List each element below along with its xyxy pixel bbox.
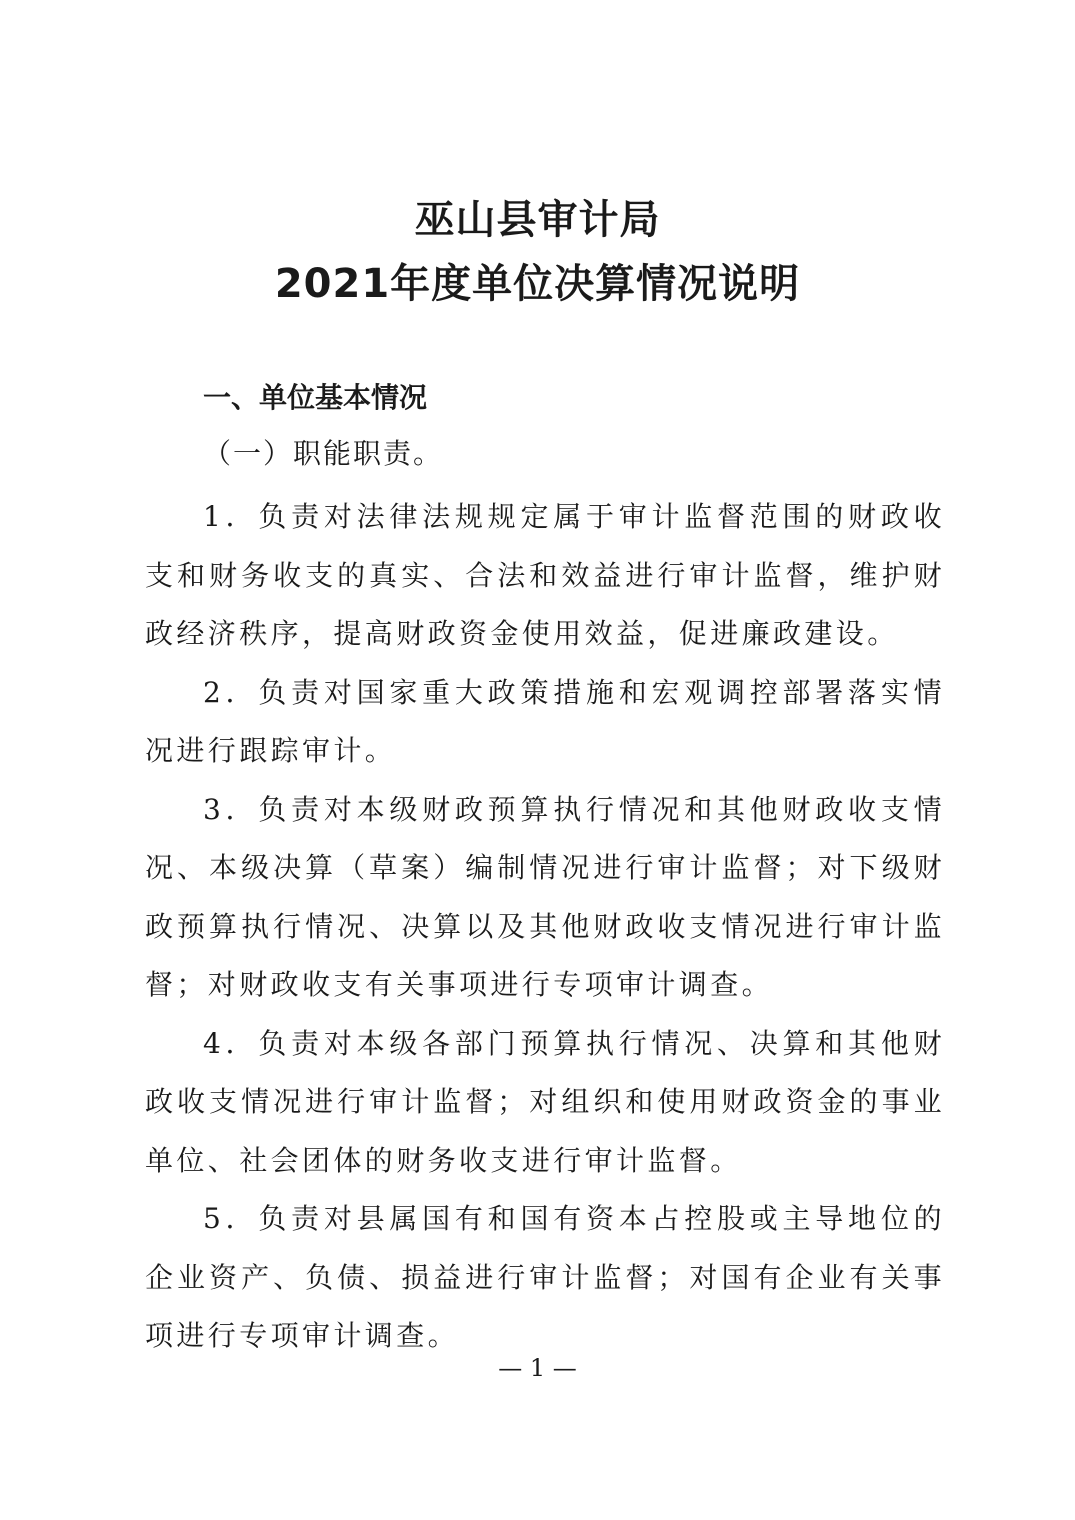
document-title-line1: 巫山县审计局 — [414, 197, 661, 243]
section-heading: 一、单位基本情况 — [203, 381, 428, 414]
document-body — [145, 488, 945, 1366]
paragraph-1: 1．负责对法律法规规定属于审计监督范围的财政收支和财务收支的真实、合法和效益进行审计监督，维护财政经济秩序，提高财政资金使用效益，促进廉政建设。 — [145, 500, 945, 650]
document-title-line2: 2021年度单位决算情况说明 — [274, 261, 801, 307]
section-subheading: （一）职能职责。 — [203, 437, 444, 470]
paragraph-3: 3．负责对本级财政预算执行情况和其他财政收支情况、本级决算（草案）编制情况进行审计监督；对下级财政预算执行情况、决算以及其他财政收支情况进行审计监督；对财政收支有关事项进行专项审计调查。 — [145, 792, 945, 1001]
paragraph-5: 5．负责对县属国有和国有资本占控股或主导地位的企业资产、负债、损益进行审计监督；对国有企业有关事项进行专项审计调查。 — [145, 1202, 945, 1352]
page-number: — 1 — — [498, 1354, 577, 1382]
paragraph-2: 2．负责对国家重大政策措施和宏观调控部署落实情况进行跟踪审计。 — [145, 675, 945, 767]
paragraph-4: 4．负责对本级各部门预算执行情况、决算和其他财政收支情况进行审计监督；对组织和使用财政资金的事业单位、社会团体的财务收支进行审计监督。 — [145, 1026, 945, 1177]
